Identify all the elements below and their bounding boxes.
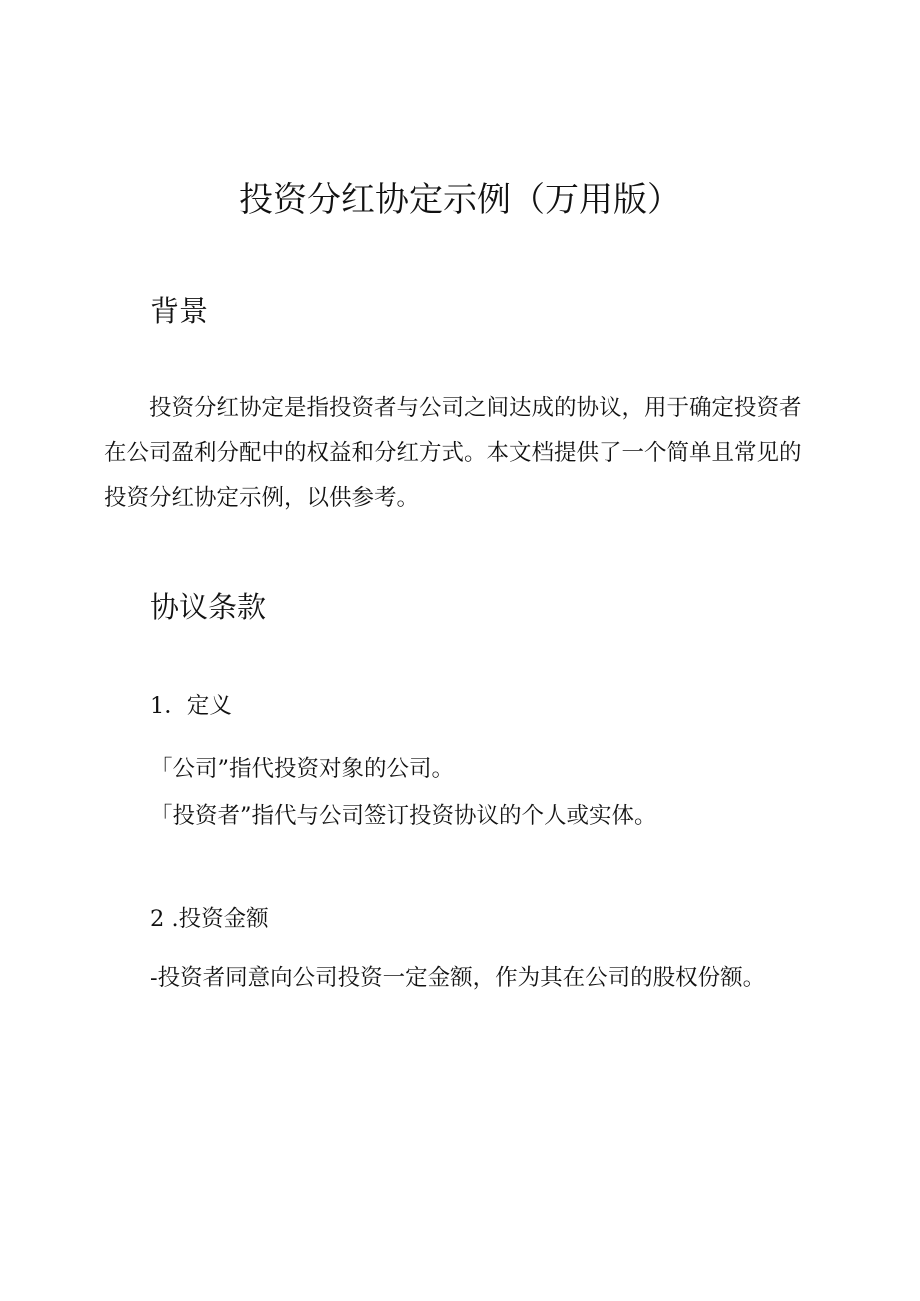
- background-paragraph: 投资分红协定是指投资者与公司之间达成的协议，用于确定投资者在公司盈利分配中的权益和分红方式。本文档提供了一个简单且常见的投资分红协定示例，以供参考。: [104, 395, 802, 511]
- term-investment-amount-title: 2 .投资金额: [150, 906, 269, 932]
- background-heading: 背景: [150, 294, 209, 328]
- term-definition-title: 1．定义: [150, 693, 232, 719]
- document-title: 投资分红协定示例（万用版）: [239, 180, 681, 220]
- definition-company: 「公司”指代投资对象的公司。: [150, 756, 455, 782]
- terms-heading: 协议条款: [150, 590, 267, 624]
- definition-investor: 「投资者”指代与公司签订投资协议的个人或实体。: [150, 803, 657, 829]
- investment-amount-clause: -投资者同意向公司投资一定金额，作为其在公司的股权份额。: [150, 965, 766, 991]
